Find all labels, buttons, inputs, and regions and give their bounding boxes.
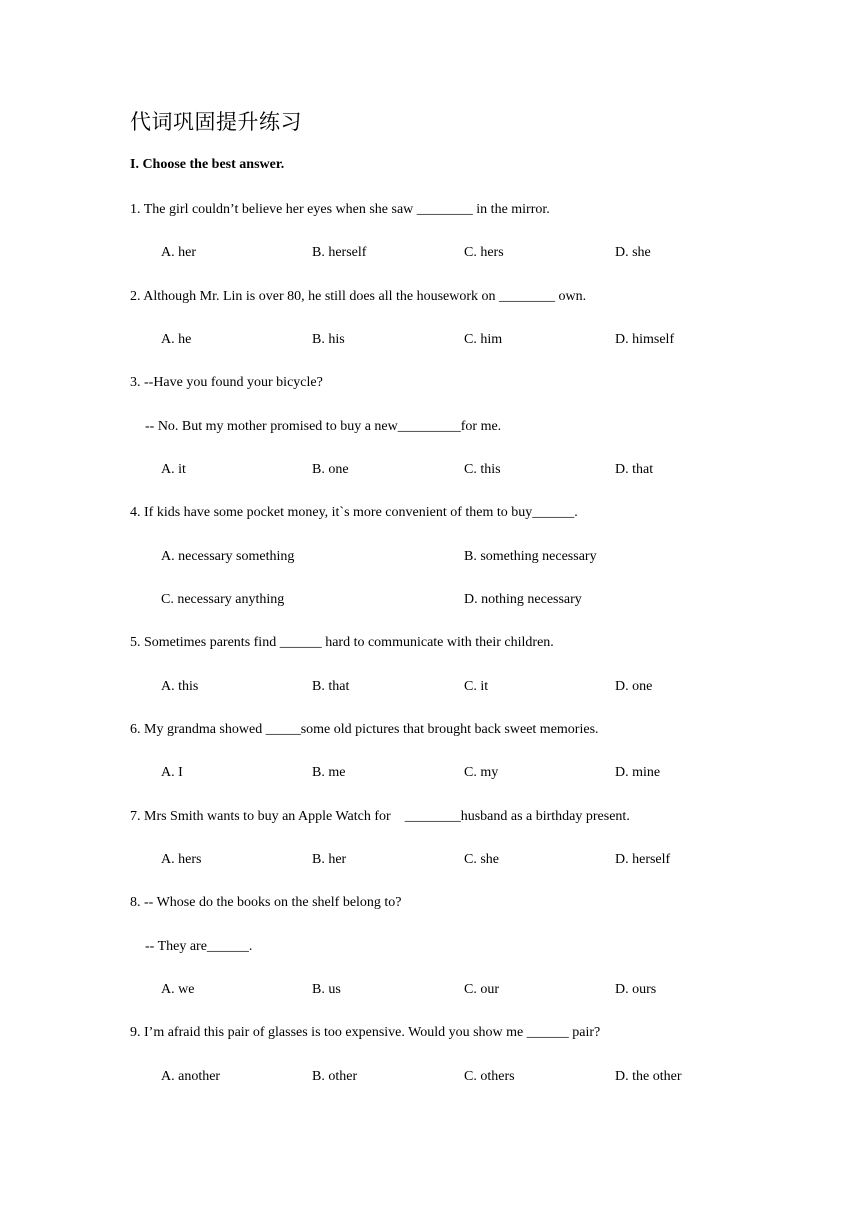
q4-option-c[interactable]: C. necessary anything — [161, 592, 285, 607]
q6-option-a[interactable]: A. I — [161, 765, 183, 780]
q1-option-d[interactable]: D. she — [615, 245, 651, 260]
q2-option-c[interactable]: C. him — [464, 332, 503, 347]
q1-option-a[interactable]: A. her — [161, 245, 196, 260]
q7-option-a[interactable]: A. hers — [161, 852, 202, 867]
question-3-reply: -- No. But my mother promised to buy a new_________for me. — [145, 419, 502, 434]
q3-option-b[interactable]: B. one — [312, 462, 349, 477]
q2-option-a[interactable]: A. he — [161, 332, 192, 347]
q7-option-c[interactable]: C. she — [464, 852, 499, 867]
q5-option-b[interactable]: B. that — [312, 679, 350, 694]
q1-option-b[interactable]: B. herself — [312, 245, 367, 260]
q9-option-c[interactable]: C. others — [464, 1069, 515, 1084]
question-3: 3. --Have you found your bicycle? — [130, 375, 323, 390]
q9-option-d[interactable]: D. the other — [615, 1069, 682, 1084]
q7-option-d[interactable]: D. herself — [615, 852, 671, 867]
q6-option-c[interactable]: C. my — [464, 765, 499, 780]
q6-option-d[interactable]: D. mine — [615, 765, 661, 780]
page-title: 代词巩固提升练习 — [130, 110, 302, 134]
q5-option-c[interactable]: C. it — [464, 679, 489, 694]
q3-option-c[interactable]: C. this — [464, 462, 501, 477]
q8-option-d[interactable]: D. ours — [615, 982, 657, 997]
q2-option-b[interactable]: B. his — [312, 332, 345, 347]
q4-option-a[interactable]: A. necessary something — [161, 549, 295, 564]
question-8: 8. -- Whose do the books on the shelf belong to? — [130, 895, 402, 910]
q4-option-d[interactable]: D. nothing necessary — [464, 592, 582, 607]
q1-option-c[interactable]: C. hers — [464, 245, 504, 260]
q5-option-d[interactable]: D. one — [615, 679, 653, 694]
q5-option-a[interactable]: A. this — [161, 679, 199, 694]
section-heading: I. Choose the best answer. — [130, 157, 285, 172]
q2-option-d[interactable]: D. himself — [615, 332, 675, 347]
q3-option-d[interactable]: D. that — [615, 462, 654, 477]
q9-option-b[interactable]: B. other — [312, 1069, 358, 1084]
question-1: 1. The girl couldn’t believe her eyes when she saw ________ in the mirror. — [130, 202, 550, 217]
question-2: 2. Although Mr. Lin is over 80, he still does all the housework on ________ own. — [130, 289, 587, 304]
q3-option-a[interactable]: A. it — [161, 462, 186, 477]
q9-option-a[interactable]: A. another — [161, 1069, 221, 1084]
q8-option-c[interactable]: C. our — [464, 982, 499, 997]
q4-option-b[interactable]: B. something necessary — [464, 549, 597, 564]
q8-option-a[interactable]: A. we — [161, 982, 195, 997]
question-7: 7. Mrs Smith wants to buy an Apple Watch for ________husband as a birthday present. — [130, 809, 630, 824]
q8-option-b[interactable]: B. us — [312, 982, 341, 997]
question-9: 9. I’m afraid this pair of glasses is too expensive. Would you show me ______ pair? — [130, 1025, 601, 1040]
question-5: 5. Sometimes parents find ______ hard to communicate with their children. — [130, 635, 554, 650]
question-8-reply: -- They are______. — [145, 939, 253, 954]
question-4: 4. If kids have some pocket money, it`s more convenient of them to buy______. — [130, 505, 578, 520]
q6-option-b[interactable]: B. me — [312, 765, 346, 780]
q7-option-b[interactable]: B. her — [312, 852, 347, 867]
question-6: 6. My grandma showed _____some old pictures that brought back sweet memories. — [130, 722, 599, 737]
